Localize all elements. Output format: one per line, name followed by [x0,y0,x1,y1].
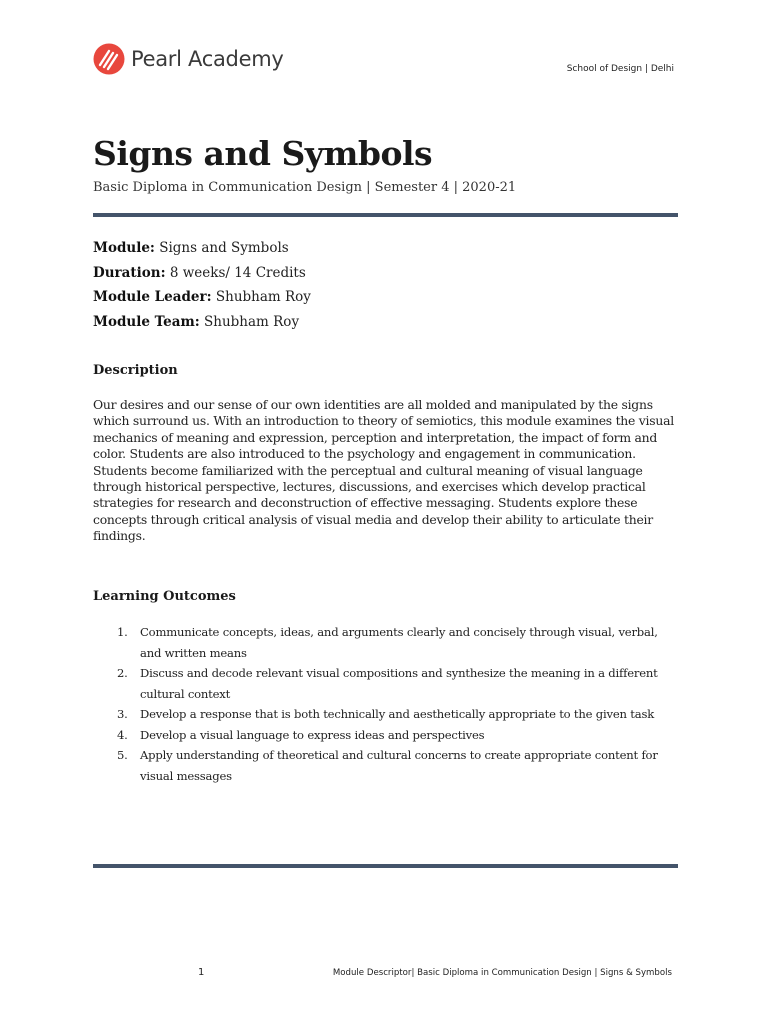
list-text: Develop a response that is both technically and aesthetically appropriate to the given task [140,707,655,721]
meta-module-leader [93,285,311,310]
document-title: Signs and Symbols [93,134,433,173]
learning-outcomes-list [111,622,661,786]
pearl-academy-emblem-icon [93,43,125,75]
list-item [111,622,661,663]
list-text: Develop a visual language to express ideas and perspectives [140,727,485,742]
description-heading: Description [93,363,178,378]
list-text: Discuss and decode relevant visual compositions and synthesize the meaning in a different cultural context [140,666,658,701]
pearl-academy-logo [93,43,284,75]
list-number: 2. [117,666,128,680]
footer-text: Module Descriptor| Basic Diploma in Communication Design | Signs & Symbols [332,968,672,978]
brand-name: Pearl Academy [131,47,284,71]
module-meta [93,236,311,334]
meta-value: 8 weeks/ 14 Credits [169,264,306,281]
document-subtitle: Basic Diploma in Communication Design | Semester 4 | 2020-21 [93,180,517,195]
list-number: 3. [117,707,128,721]
list-item [111,745,661,786]
list-number: 1. [117,625,128,639]
list-text: Communicate concepts, ideas, and arguments clearly and concisely through visual, verbal, and written means [140,625,658,660]
list-number: 4. [117,727,128,742]
meta-label: Module Team: [93,313,200,330]
page-number: 1 [198,967,205,978]
meta-module [93,236,311,261]
list-item [111,663,661,704]
meta-label: Module: [93,240,155,256]
bottom-divider [93,864,678,868]
list-text: Apply understanding of theoretical and cultural concerns to create appropriate content for visual messages [140,748,658,783]
meta-value: Signs and Symbols [159,240,289,256]
list-number: 5. [117,748,128,762]
school-location: School of Design | Delhi [566,64,674,74]
meta-label: Duration: [93,264,166,281]
meta-module-team [93,310,311,335]
meta-value: Shubham Roy [215,289,311,306]
top-divider [93,213,678,217]
meta-label: Module Leader: [93,289,212,306]
meta-duration [93,261,311,286]
list-item [111,704,661,725]
description-text: Our desires and our sense of our own identities are all molded and manipulated by the signs which surround us. With an introduction to theory of semiotics, this module examines the visual mechanics of meaning and expression, perception and interpretation, the impact of form and color. Students are also introduced to the psychology and engagement in communication. Students become familiarized with the perceptual and cultural meaning of visual language through historical perspective, lectures, discussions, and exercises which develop practical strategies for research and deconstruction of effective messaging. Students explore these concepts through critical analysis of visual media and develop their ability to articulate their findings. [93,397,674,544]
learning-outcomes-heading: Learning Outcomes [93,589,236,604]
list-item [111,725,661,746]
meta-value: Shubham Roy [204,313,300,330]
